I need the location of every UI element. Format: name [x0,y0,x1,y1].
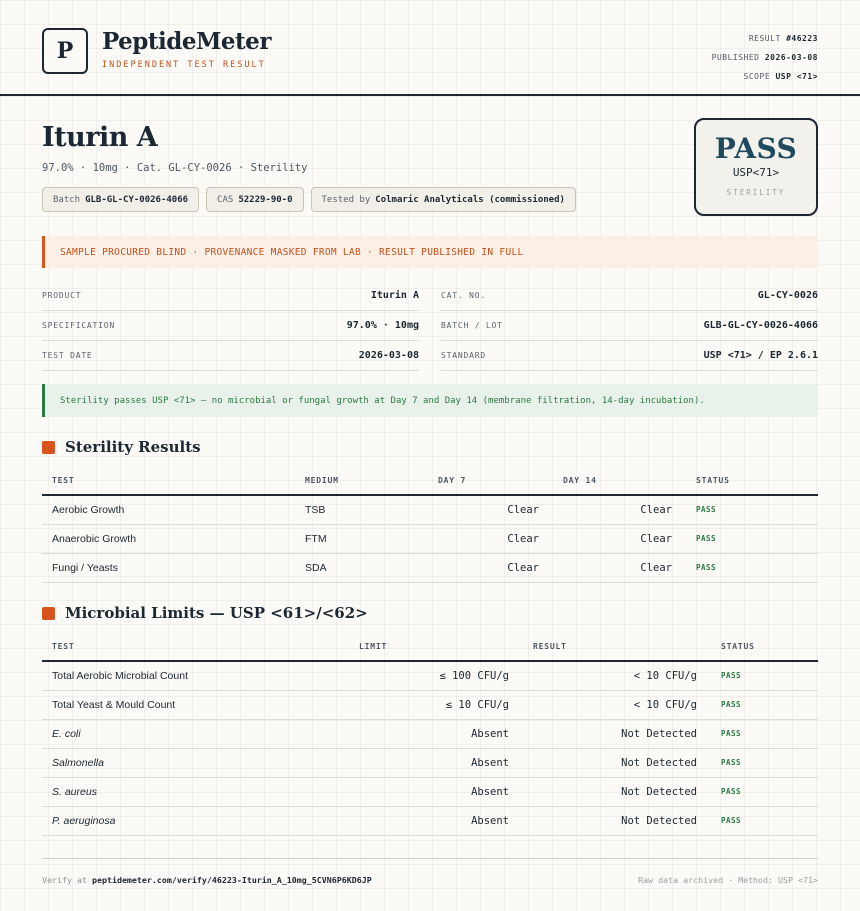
col-day14: DAY 14 [553,466,686,495]
limit-value: Absent [349,748,523,777]
pass-stamp [694,118,818,216]
info-cat-no: CAT. NO. GL-CY-0026 [441,281,818,311]
section-marker-icon [42,441,55,454]
limit-value: ≤ 100 CFU/g [349,661,523,690]
table-row [42,806,818,835]
col-day7: DAY 7 [428,466,553,495]
result-value: Not Detected [523,719,711,748]
status-badge: PASS [686,524,818,553]
info-batch-lot: BATCH / LOT GLB-GL-CY-0026-4066 [441,311,818,341]
test-name: Fungi / Yeasts [42,553,295,582]
table-row [42,690,818,719]
info-standard: STANDARD USP <71> / EP 2.6.1 [441,341,818,371]
status-badge: PASS [711,690,818,719]
table-row [42,719,818,748]
table-row [42,748,818,777]
stamp-category: STERILITY [726,188,786,197]
medium: SDA [295,553,428,582]
test-name: Salmonella [42,748,349,777]
info-row [42,311,818,341]
col-status: STATUS [711,632,818,661]
col-medium: MEDIUM [295,466,428,495]
col-status: STATUS [686,466,818,495]
test-name: E. coli [42,719,349,748]
table-row [42,495,818,524]
status-badge: PASS [686,553,818,582]
table-header-row [42,632,818,661]
microbial-table [42,632,818,836]
verify-link[interactable]: peptidemeter.com/verify/46223-Iturin_A_10mg_5CVN6P6KD6JP [91,874,372,885]
test-name: Total Yeast & Mould Count [42,690,349,719]
microbial-section-header [42,604,368,622]
sterility-section-header [42,438,201,456]
day14-value: Clear [553,495,686,524]
brand-tagline: INDEPENDENT TEST RESULT [102,60,266,70]
test-name: Total Aerobic Microbial Count [42,661,349,690]
product-chips [42,187,576,212]
col-limit: LIMIT [349,632,523,661]
stamp-standard: USP<71> [732,166,780,179]
microbial-section-title: Microbial Limits — USP <61>/<62> [65,604,368,622]
table-header-row [42,466,818,495]
info-test-date: TEST DATE 2026-03-08 [42,341,419,371]
verify-line: Verify at peptidemeter.com/verify/46223-Iturin_A_10mg_5CVN6P6KD6JP [42,874,372,885]
footer-method: Raw data archived · Method: USP <71> [638,874,818,885]
sterility-section-title: Sterility Results [65,438,201,456]
report-header [0,0,860,96]
medium: FTM [295,524,428,553]
table-row [42,661,818,690]
test-name: P. aeruginosa [42,806,349,835]
test-name: S. aureus [42,777,349,806]
section-marker-icon [42,607,55,620]
stamp-result: PASS [714,132,798,165]
sterility-table [42,466,818,583]
day14-value: Clear [553,524,686,553]
result-value: Not Detected [523,806,711,835]
result-value: Not Detected [523,748,711,777]
meta-result: RESULT #46223 [748,34,818,43]
table-row [42,553,818,582]
meta-scope: SCOPE USP <71> [743,72,818,81]
tested-by-chip: Tested by Colmaric Analyticals (commissioned) [311,187,576,212]
cas-chip: CAS 52229-90-0 [206,187,303,212]
info-grid [42,281,818,371]
test-name: Anaerobic Growth [42,524,295,553]
procurement-alert: SAMPLE PROCURED BLIND · PROVENANCE MASKED FROM LAB · RESULT PUBLISHED IN FULL [42,236,818,268]
info-row [42,281,818,311]
col-test: TEST [42,466,295,495]
result-value: < 10 CFU/g [523,690,711,719]
medium: TSB [295,495,428,524]
table-row [42,524,818,553]
day7-value: Clear [428,524,553,553]
status-badge: PASS [711,719,818,748]
limit-value: Absent [349,719,523,748]
test-name: Aerobic Growth [42,495,295,524]
limit-value: ≤ 10 CFU/g [349,690,523,719]
result-value: Not Detected [523,777,711,806]
info-product: PRODUCT Iturin A [42,281,419,311]
status-badge: PASS [711,777,818,806]
day14-value: Clear [553,553,686,582]
brand-name: PeptideMeter [102,28,271,55]
product-subline: 97.0% · 10mg · Cat. GL-CY-0026 · Sterility [42,162,308,174]
table-row [42,777,818,806]
result-meta [712,29,818,86]
report-footer [42,858,818,898]
day7-value: Clear [428,495,553,524]
status-badge: PASS [711,661,818,690]
brand-logo: P [42,28,88,74]
col-result: RESULT [523,632,711,661]
info-specification: SPECIFICATION 97.0% · 10mg [42,311,419,341]
info-row [42,341,818,371]
sterility-note: Sterility passes USP <71> — no microbial or fungal growth at Day 7 and Day 14 (membrane filtration, 14-day incubation). [42,384,818,417]
status-badge: PASS [686,495,818,524]
meta-published: PUBLISHED 2026-03-08 [711,53,818,62]
result-value: < 10 CFU/g [523,661,711,690]
product-title: Iturin A [42,122,158,153]
status-badge: PASS [711,748,818,777]
day7-value: Clear [428,553,553,582]
limit-value: Absent [349,806,523,835]
col-test: TEST [42,632,349,661]
status-badge: PASS [711,806,818,835]
limit-value: Absent [349,777,523,806]
batch-chip: Batch GLB-GL-CY-0026-4066 [42,187,199,212]
